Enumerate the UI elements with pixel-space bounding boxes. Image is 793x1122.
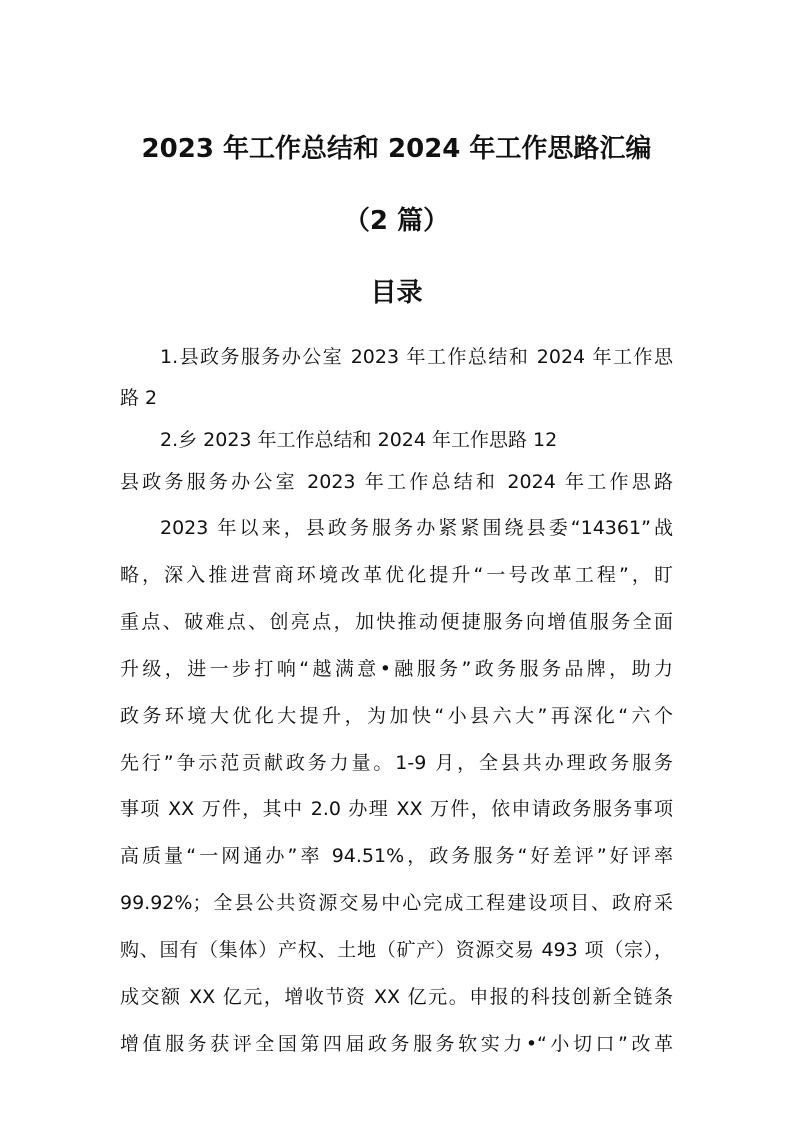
body-line: 重点、破难点、创亮点，加快推动便捷服务向增值服务全面 bbox=[120, 610, 673, 633]
body-line: 购、国有（集体）产权、土地（矿产）资源交易 493 项（宗）， bbox=[120, 939, 673, 962]
body-line: 事项 XX 万件，其中 2.0 办理 XX 万件，依申请政务服务事项 bbox=[120, 798, 673, 821]
body-line: 高质量“一网通办”率 94.51%，政务服务“好差评”好评率 bbox=[120, 845, 673, 868]
toc-item-1-cont: 路 2 bbox=[120, 387, 158, 409]
body-line: 增值服务获评全国第四届政务服务软实力•“小切口”改革 bbox=[120, 1032, 673, 1055]
body-line: 2023 年以来，县政务服务办紧紧围绕县委“14361”战 bbox=[160, 517, 673, 539]
toc-heading: 目录 bbox=[370, 278, 423, 308]
section-heading: 县政务服务办公室 2023 年工作总结和 2024 年工作思路 bbox=[120, 471, 673, 493]
toc-item-2: 2.乡 2023 年工作总结和 2024 年工作思路 12 bbox=[160, 429, 558, 451]
body-line: 略，深入推进营商环境改革优化提升“一号改革工程”，盯 bbox=[120, 563, 673, 586]
toc-item-1: 1.县政务服务办公室 2023 年工作总结和 2024 年工作思 bbox=[160, 346, 673, 368]
body-line: 升级，进一步打响“越满意•融服务”政务服务品牌，助力 bbox=[120, 657, 673, 680]
body-line: 99.92%；全县公共资源交易中心完成工程建设项目、政府采 bbox=[120, 892, 673, 915]
body-line: 政务环境大优化大提升，为加快“小县六大”再深化“六个 bbox=[120, 704, 673, 727]
body-line: 先行”争示范贡献政务力量。1-9 月，全县共办理政务服务 bbox=[120, 751, 673, 774]
document-title: 2023 年工作总结和 2024 年工作思路汇编 bbox=[141, 134, 652, 164]
document-subtitle: （2 篇） bbox=[343, 206, 450, 236]
body-line: 成交额 XX 亿元，增收节资 XX 亿元。申报的科技创新全链条 bbox=[120, 986, 673, 1008]
